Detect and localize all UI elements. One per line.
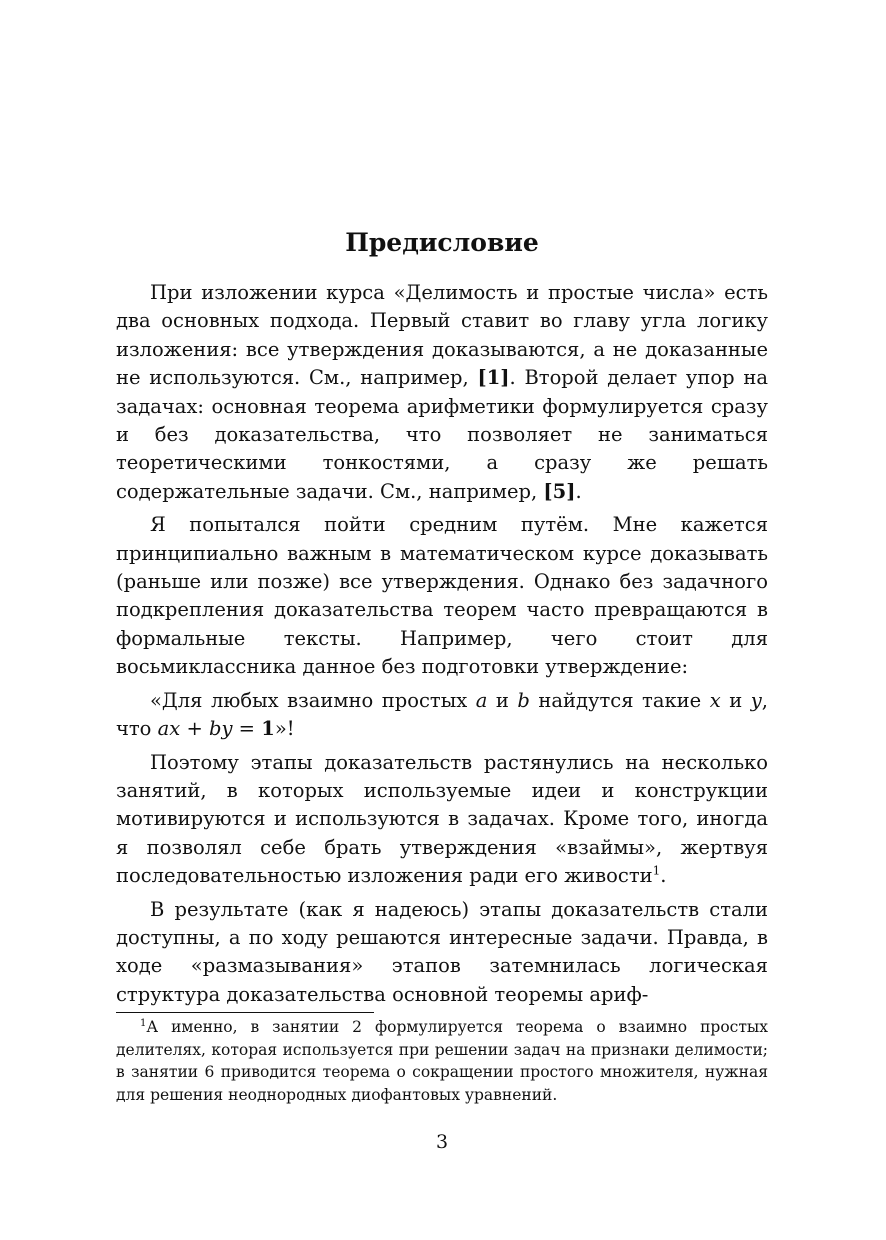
page-number: 3 — [435, 1131, 449, 1153]
citation-1: [1] — [477, 366, 510, 390]
paragraph-5: В результате (как я надеюсь) этапы доказательств стали доступны, а по ходу решаются интересные задачи. Правда, в ходе «размазывания» этапов затемнилась логическая структура доказательства основной теоремы ариф- — [116, 897, 768, 1006]
var-y: y — [750, 688, 762, 712]
footnote-text: А именно, в занятии 2 формулируется теорема о взаимно простых делителях, которая используется при решении задач на признаки делимости; в занятии 6 приводится теорема о сокращении простого множителя, нужная для решения неоднородных диофантовых уравнений. — [116, 1018, 768, 1104]
body-text — [116, 279, 768, 1009]
equation-equals: = — [232, 717, 262, 741]
equation-lhs: ax + by — [157, 717, 233, 741]
footnote-ref-1[interactable]: 1 — [652, 863, 661, 878]
citation-5: [5] — [543, 479, 576, 503]
theorem-quote — [116, 687, 768, 744]
footnote-mark: 1 — [140, 1017, 147, 1029]
paragraph-4-end: . — [660, 864, 667, 888]
paragraph-1 — [116, 279, 768, 506]
var-x: x — [709, 688, 721, 712]
quote-and-2: и — [720, 688, 751, 712]
quote-that: , что — [116, 688, 768, 741]
quote-open: «Для любых взаимно простых — [150, 688, 476, 712]
paragraph-1-part-b: . Второй делает упор на задачах: основная теорема арифметики формулируется сразу и без доказательства, что позволяет не заниматься теоретическими тонкостями, а сразу же решать содержательные задачи. См., например, — [116, 366, 768, 503]
paragraph-4 — [116, 749, 768, 891]
var-b: b — [517, 688, 530, 712]
equation-rhs: 1 — [261, 717, 275, 741]
page-title: Предисловие — [345, 228, 539, 257]
footnote-1 — [116, 1016, 768, 1106]
quote-and-1: и — [487, 688, 518, 712]
paragraph-4-text: Поэтому этапы доказательств растянулись на несколько занятий, в которых используемые идеи и конструкции мотивируются и используются в задачах. Кроме того, иногда я позволял себе брать утверждения «взаймы», жертвуя последовательностью изложения ради его живости — [116, 750, 768, 888]
var-a: a — [475, 688, 488, 712]
quote-mid: найдутся такие — [529, 688, 710, 712]
paragraph-1-end: . — [575, 479, 582, 503]
footnote-divider — [116, 1012, 374, 1013]
quote-close: »! — [274, 717, 295, 741]
paragraph-2: Я попытался пойти средним путём. Мне кажется принципиально важным в математическом курсе доказывать (раньше или позже) все утверждения. Однако без задачного подкрепления доказательства теорем часто превращаются в формальные тексты. Например, чего стоит для восьмиклассника данное без подготовки утверждение: — [116, 513, 768, 679]
paragraph-1-part-a: При изложении курса «Делимость и простые числа» есть два основных подхода. Первый ставит во главу угла логику изложения: все утверждения доказываются, а не доказанные не используются. См., например, — [116, 281, 768, 390]
